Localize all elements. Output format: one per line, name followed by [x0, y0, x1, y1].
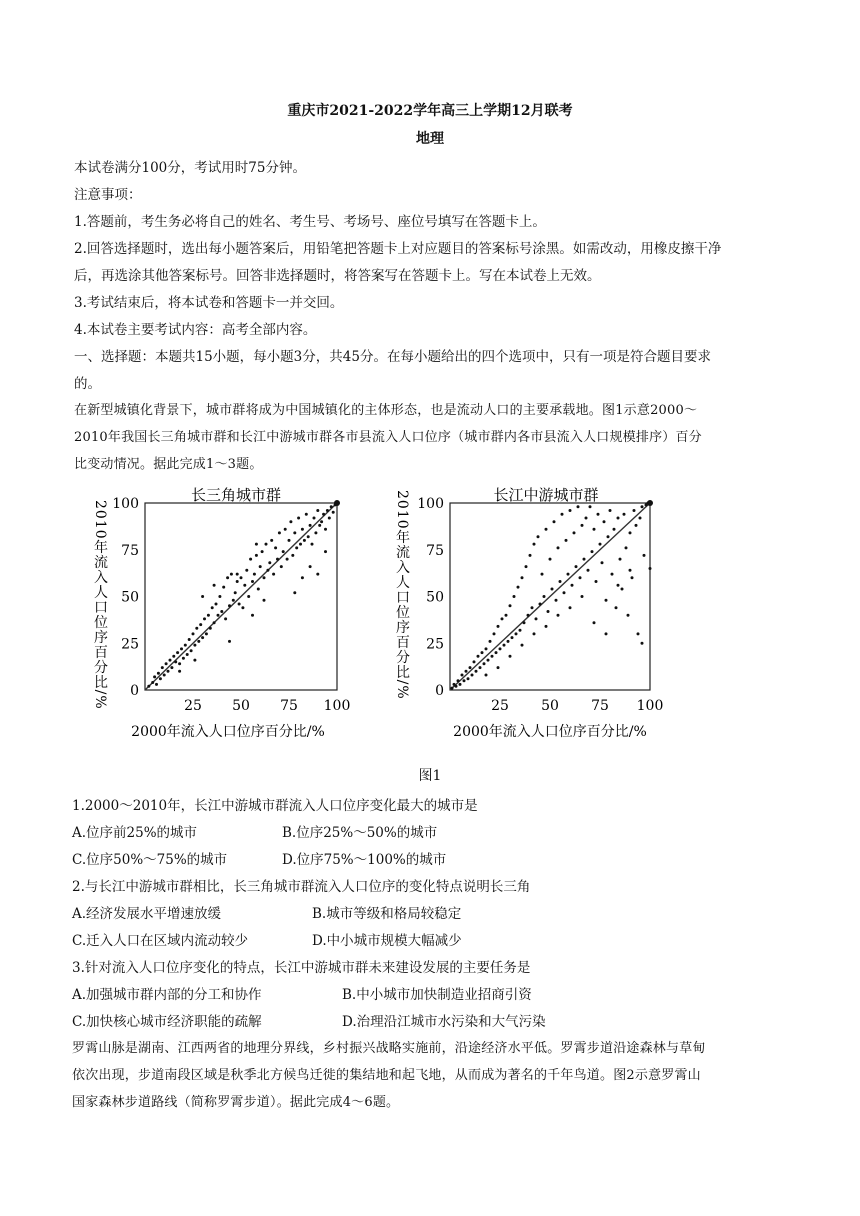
scatter-point — [328, 517, 331, 520]
scatter-point — [521, 576, 524, 579]
scatter-point — [316, 573, 319, 576]
scatter-point — [617, 517, 620, 520]
scatter-point — [305, 513, 308, 516]
scatter-point — [272, 573, 275, 576]
question-3-option-d: D.治理沿江城市水污染和大气污染 — [342, 1014, 546, 1030]
scatter-point — [563, 591, 566, 594]
scatter-point — [615, 606, 618, 609]
scatter-point — [487, 659, 490, 662]
scatter-point — [515, 632, 518, 635]
scatter-point — [571, 584, 574, 587]
scatter-point — [519, 629, 522, 632]
scatter-point — [318, 524, 321, 527]
scatter-point — [581, 595, 584, 598]
scatter-point — [266, 569, 269, 572]
scatter-point — [213, 584, 216, 587]
scatter-point — [213, 621, 216, 624]
question-1-option-b: B.位序25%～50%的城市 — [282, 825, 438, 841]
scatter-point — [547, 610, 550, 613]
scatter-point — [507, 640, 510, 643]
scatter-point — [627, 614, 630, 617]
chart-right-xlabel: 2000年流入人口位序百分比/% — [453, 724, 647, 740]
scatter-point — [288, 539, 291, 542]
scatter-point — [493, 632, 496, 635]
scatter-point — [253, 573, 256, 576]
scatter-point — [324, 528, 327, 531]
scatter-point — [607, 535, 610, 538]
exam-subject: 地理 — [416, 131, 444, 147]
y-tick-label: 25 — [426, 636, 444, 653]
scatter-point — [276, 558, 279, 561]
scatter-point — [501, 617, 504, 620]
scatter-point — [471, 674, 474, 677]
scatter-point — [195, 627, 198, 630]
scatter-point — [197, 640, 200, 643]
scatter-point — [521, 644, 524, 647]
scatter-point — [533, 632, 536, 635]
scatter-point — [163, 674, 166, 677]
scatter-point — [591, 550, 594, 553]
scatter-point — [174, 660, 177, 663]
scatter-point — [457, 679, 460, 682]
scatter-point — [649, 567, 652, 570]
scatter-point — [186, 653, 189, 656]
section1-line1: 一、选择题：本题共15小题，每小题3分，共45分。在每小题给出的四个选项中，只有一项是符合题目要求 — [74, 349, 711, 365]
scatter-point — [551, 588, 554, 591]
scatter-point — [261, 550, 264, 553]
scatter-point — [222, 586, 225, 589]
figure-1 — [0, 478, 860, 758]
question-3-option-c: C.加快核心城市经济职能的疏解 — [72, 1014, 262, 1030]
scatter-point — [479, 666, 482, 669]
chart-left-xlabel: 2000年流入人口位序百分比/% — [131, 724, 325, 740]
scatter-point — [625, 546, 628, 549]
scatter-point — [247, 595, 250, 598]
notice-item-1: 1.答题前，考生务必将自己的姓名、考生号、考场号、座位号填写在答题卡上。 — [74, 214, 546, 230]
scatter-point — [553, 520, 556, 523]
scatter-point — [157, 672, 160, 675]
scatter-point — [236, 580, 239, 583]
y-tick-label: 25 — [121, 636, 139, 653]
question-1-option-d: D.位序75%～100%的城市 — [282, 852, 447, 868]
question-3-stem: 3.针对流入人口位序变化的特点，长江中游城市群未来建设发展的主要任务是 — [72, 960, 531, 976]
scatter-point — [314, 531, 317, 534]
scatter-point — [561, 513, 564, 516]
scatter-point — [599, 543, 602, 546]
scatter-point — [236, 573, 239, 576]
scatter-point — [228, 640, 231, 643]
scatter-point — [309, 565, 312, 568]
scatter-point — [232, 599, 235, 602]
scatter-point — [161, 666, 164, 669]
scatter-point — [543, 595, 546, 598]
scatter-point — [263, 599, 266, 602]
scatter-point — [523, 621, 526, 624]
y-tick-label: 75 — [426, 542, 444, 559]
scatter-point — [322, 513, 325, 516]
scatter-point — [278, 531, 281, 534]
scatter-point — [303, 539, 306, 542]
scatter-point — [169, 659, 172, 662]
scatter-point — [567, 573, 570, 576]
question-2-option-a: A.经济发展水平增速放缓 — [72, 906, 222, 922]
scatter-point — [147, 685, 150, 688]
scatter-point — [320, 520, 323, 523]
scatter-point — [581, 524, 584, 527]
scatter-point — [475, 670, 478, 673]
scatter-point — [565, 539, 568, 542]
scatter-point — [577, 505, 580, 508]
scatter-point — [509, 655, 512, 658]
scatter-point — [291, 554, 294, 557]
question-2-option-b: B.城市等级和格局较稳定 — [312, 906, 462, 922]
scatter-point — [579, 576, 582, 579]
scatter-point — [282, 550, 285, 553]
scatter-point — [535, 617, 538, 620]
question-1-stem: 1.2000～2010年，长江中游城市群流入人口位序变化最大的城市是 — [72, 798, 478, 814]
chart-left — [92, 486, 350, 740]
scatter-point — [257, 588, 260, 591]
scatter-point — [234, 591, 237, 594]
y-tick-label: 50 — [426, 589, 444, 606]
scatter-point — [641, 642, 644, 645]
scatter-point — [585, 517, 588, 520]
scatter-point — [240, 576, 243, 579]
passage1-line3: 比变动情况。据此完成1～3题。 — [74, 457, 263, 472]
passage1-line2: 2010年我国长三角城市群和长江中游城市群各市县流入人口位序（城市群内各市县流入人口规模排序）百分 — [74, 430, 702, 445]
scatter-point — [463, 679, 466, 682]
scatter-point — [511, 636, 514, 639]
scatter-point — [268, 561, 271, 564]
scatter-point — [215, 603, 218, 606]
scatter-point — [165, 662, 168, 665]
question-2-option-d: D.中小城市规模大幅减少 — [312, 933, 462, 949]
scatter-point — [539, 603, 542, 606]
scatter-point — [301, 528, 304, 531]
scatter-point — [613, 528, 616, 531]
scatter-point — [605, 599, 608, 602]
scatter-point — [228, 604, 231, 607]
scatter-point — [481, 651, 484, 654]
scatter-point — [295, 546, 298, 549]
scatter-point — [513, 595, 516, 598]
scatter-point-endpoint — [647, 500, 653, 506]
scatter-point — [293, 531, 296, 534]
scatter-point — [293, 591, 296, 594]
scatter-point — [155, 683, 158, 686]
chart-left-reference-line — [145, 503, 337, 690]
scatter-point-endpoint — [334, 500, 340, 506]
scatter-point — [263, 576, 266, 579]
scatter-point — [595, 580, 598, 583]
notice-item-3: 3.考试结束后，将本试卷和答题卡一并交回。 — [74, 295, 344, 311]
scatter-point — [170, 666, 173, 669]
notice-item-4: 4.本试卷主要考试内容：高考全部内容。 — [74, 322, 317, 338]
scatter-point — [509, 604, 512, 607]
scatter-point — [525, 565, 528, 568]
question-3-option-b: B.中小城市加快制造业招商引资 — [342, 987, 532, 1003]
scatter-point — [280, 565, 283, 568]
scatter-point — [159, 677, 162, 680]
scatter-point — [465, 670, 468, 673]
scatter-point — [205, 632, 208, 635]
scatter-point — [286, 558, 289, 561]
scatter-point — [541, 573, 544, 576]
scatter-point — [311, 543, 314, 546]
passage2-line2: 依次出现，步道南段区域是秋季北方候鸟迁徙的集结地和起飞地，从而成为著名的千年鸟道。图2示意罗霄山 — [72, 1068, 701, 1083]
scatter-point — [178, 662, 181, 665]
scatter-point — [188, 638, 191, 641]
x-tick-label: 50 — [541, 698, 559, 714]
scatter-point — [629, 569, 632, 572]
chart-left-title: 长三角城市群 — [190, 486, 282, 504]
scatter-point — [505, 614, 508, 617]
scatter-point — [641, 505, 644, 508]
scatter-point — [153, 675, 156, 678]
scatter-point — [603, 520, 606, 523]
scatter-point — [497, 625, 500, 628]
scatter-point — [639, 517, 642, 520]
chart-right-ylabel: 2010年流入人口位序百分比/% — [394, 490, 410, 700]
scatter-point — [190, 649, 193, 652]
scatter-point — [575, 565, 578, 568]
passage1-line1: 在新型城镇化背景下，城市群将成为中国城镇化的主体形态，也是流动人口的主要承载地。图1示意2000～ — [74, 403, 698, 418]
scatter-point — [182, 657, 185, 660]
x-tick-label: 75 — [280, 698, 298, 714]
scatter-point — [483, 662, 486, 665]
scatter-point — [477, 655, 480, 658]
scatter-point — [251, 580, 254, 583]
scatter-point — [557, 546, 560, 549]
scatter-point — [593, 528, 596, 531]
scatter-point — [226, 576, 229, 579]
scatter-point — [241, 606, 244, 609]
scatter-point — [495, 651, 498, 654]
scatter-point — [537, 535, 540, 538]
scatter-point — [243, 584, 246, 587]
y-tick-label: 0 — [435, 683, 444, 699]
scatter-point — [193, 644, 196, 647]
scatter-point — [245, 569, 248, 572]
x-tick-label: 25 — [184, 698, 202, 714]
y-tick-label: 50 — [121, 589, 139, 606]
scatter-point — [617, 584, 620, 587]
scatter-point — [211, 606, 214, 609]
scatter-point — [199, 623, 202, 626]
scatter-point — [167, 670, 170, 673]
scatter-point — [531, 606, 534, 609]
question-2-stem: 2.与长江中游城市群相比，长三角城市群流入人口位序的变化特点说明长三角 — [72, 879, 531, 895]
scatter-point — [583, 558, 586, 561]
scatter-point — [332, 511, 335, 514]
scatter-point — [255, 543, 258, 546]
chart-right — [394, 486, 663, 740]
scatter-point — [255, 554, 258, 557]
scatter-point — [503, 644, 506, 647]
scatter-point — [172, 655, 175, 658]
passage2-line1: 罗霄山脉是湖南、江西两省的地理分界线，乡村振兴战略实施前，沿途经济水平低。罗霄步道沿途森林与草甸 — [72, 1041, 706, 1056]
scatter-point — [631, 576, 634, 579]
chart-right-title: 长江中游城市群 — [493, 486, 599, 504]
scatter-point — [597, 513, 600, 516]
scatter-point — [207, 614, 210, 617]
scatter-point — [326, 509, 329, 512]
scatter-point — [459, 683, 462, 686]
scatter-point — [289, 520, 292, 523]
scatter-point — [529, 554, 532, 557]
scatter-point — [270, 539, 273, 542]
scatter-point — [192, 632, 195, 635]
scatter-point — [601, 561, 604, 564]
scatter-point — [259, 565, 262, 568]
y-tick-label: 0 — [130, 683, 139, 699]
y-tick-label: 100 — [417, 496, 444, 512]
scatter-point — [151, 681, 154, 684]
scatter-point — [619, 558, 622, 561]
scatter-point — [316, 509, 319, 512]
notice-heading: 注意事项： — [74, 187, 142, 203]
scatter-point — [180, 647, 183, 650]
scatter-point — [549, 558, 552, 561]
scatter-point — [297, 517, 300, 520]
section1-line2: 的。 — [74, 376, 101, 392]
x-tick-label: 100 — [323, 698, 351, 714]
exam-title: 重庆市2021-2022学年高三上学期12月联考 — [287, 103, 573, 119]
scatter-point — [545, 625, 548, 628]
scatter-point — [467, 677, 470, 680]
scatter-point — [623, 513, 626, 516]
scatter-point — [193, 659, 196, 662]
y-tick-label: 100 — [112, 496, 139, 512]
scatter-point — [230, 573, 233, 576]
scatter-point — [220, 610, 223, 613]
scatter-point — [324, 550, 327, 553]
scatter-point — [611, 573, 614, 576]
scatter-point — [609, 509, 612, 512]
scatter-point — [643, 554, 646, 557]
scatter-point — [545, 528, 548, 531]
scatter-point — [473, 660, 476, 663]
scatter-point — [265, 543, 268, 546]
scatter-point — [485, 674, 488, 677]
scatter-point — [284, 528, 287, 531]
scatter-point — [485, 647, 488, 650]
y-tick-label: 75 — [121, 542, 139, 559]
scatter-point — [589, 505, 592, 508]
scatter-point — [559, 580, 562, 583]
scatter-point — [238, 603, 241, 606]
x-tick-label: 100 — [636, 698, 664, 714]
scatter-point — [489, 640, 492, 643]
scatter-point — [176, 651, 179, 654]
question-3-option-a: A.加强城市群内部的分工和协作 — [72, 987, 262, 1003]
question-1-option-c: C.位序50%～75%的城市 — [72, 852, 228, 868]
scatter-point — [569, 509, 572, 512]
scatter-point — [557, 614, 560, 617]
figure-1-caption: 图1 — [418, 768, 442, 784]
scatter-point — [517, 586, 520, 589]
scatter-point — [499, 647, 502, 650]
scatter-point — [184, 644, 187, 647]
scatter-point — [218, 595, 221, 598]
question-2-option-c: C.迁入人口在区域内流动较少 — [72, 933, 249, 949]
score-info: 本试卷满分100分，考试用时75分钟。 — [74, 160, 306, 176]
scatter-point — [178, 670, 181, 673]
scatter-point — [249, 558, 252, 561]
scatter-point — [573, 531, 576, 534]
scatter-point — [497, 666, 500, 669]
scatter-point — [569, 606, 572, 609]
scatter-point — [313, 517, 316, 520]
scatter-point — [461, 674, 464, 677]
scatter-point — [605, 632, 608, 635]
x-tick-label: 25 — [491, 698, 509, 714]
scatter-point — [621, 588, 624, 591]
scatter-point — [635, 524, 638, 527]
scatter-point — [274, 546, 277, 549]
scatter-point — [637, 632, 640, 635]
notice-item-2b: 后，再选涂其他答案标号。回答非选择题时，将答案写在答题卡上。写在本试卷上无效。 — [74, 268, 601, 284]
question-1-option-a: A.位序前25%的城市 — [72, 825, 198, 841]
scatter-point — [469, 666, 472, 669]
scatter-point — [309, 524, 312, 527]
scatter-point — [224, 617, 227, 620]
scatter-point — [587, 569, 590, 572]
scatter-point — [307, 535, 310, 538]
scatter-point — [217, 614, 220, 617]
scatter-point — [527, 614, 530, 617]
x-tick-label: 75 — [591, 698, 609, 714]
scatter-point — [629, 531, 632, 534]
passage2-line3: 国家森林步道路线（简称罗霄步道）。据此完成4～6题。 — [72, 1095, 400, 1110]
notice-item-2a: 2.回答选择题时，选出每小题答案后，用铅笔把答题卡上对应题目的答案标号涂黑。如需改动，用橡皮擦干净 — [74, 241, 722, 257]
scatter-point — [201, 595, 204, 598]
scatter-point — [491, 655, 494, 658]
scatter-point — [451, 687, 454, 690]
scatter-point — [330, 505, 333, 508]
scatter-point — [203, 617, 206, 620]
chart-right-reference-line — [450, 503, 650, 690]
x-tick-label: 50 — [232, 698, 250, 714]
chart-left-ylabel: 2010年流入人口位序百分比/% — [92, 500, 108, 710]
scatter-point — [299, 543, 302, 546]
scatter-point — [555, 599, 558, 602]
scatter-point — [533, 543, 536, 546]
scatter-point — [301, 576, 304, 579]
scatter-point — [251, 614, 254, 617]
scatter-point — [201, 636, 204, 639]
scatter-point — [593, 621, 596, 624]
scatter-point — [455, 685, 458, 688]
scatter-point — [209, 627, 212, 630]
scatter-point — [633, 509, 636, 512]
